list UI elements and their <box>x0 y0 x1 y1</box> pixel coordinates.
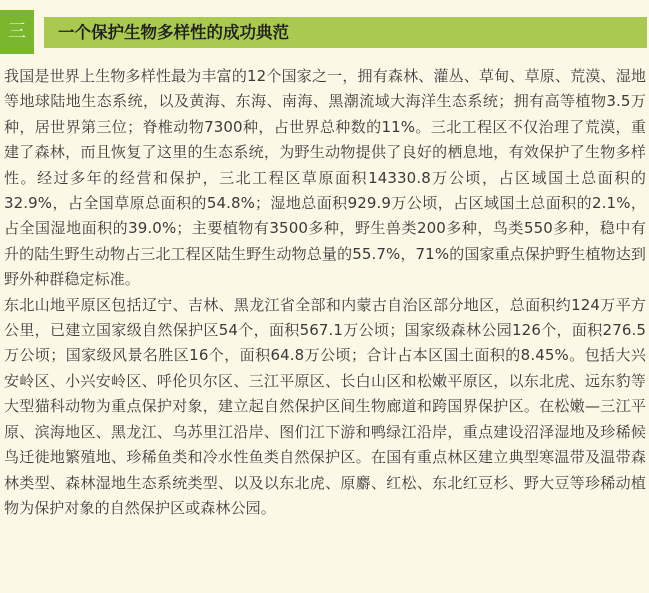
section-title: 一个保护生物多样性的成功典范 <box>58 23 289 42</box>
section-number-badge: 三 <box>0 10 34 54</box>
paragraph-northeast-region: 东北山地平原区包括辽宁、吉林、黑龙江省全部和内蒙古自治区部分地区，总面积约124万平方公里，已建立国家级自然保护区54个，面积567.1万公顷；国家级森林公园126个，面积276.5万公顷；国家级风景名胜区16个，面积64.8万公顷；合计占本区国土面积的8.45%。包括大兴安岭区、小兴安岭区、呼伦贝尔区、三江平原区、长白山区和松嫩平原区，以东北虎、远东豹等大型猫科动物为重点保护对象，建立起自然保护区间生物廊道和跨国界保护区。在松嫩—三江平原、滨海地区、黑龙江、乌苏里江沿岸、图们江下游和鸭绿江沿岸，重点建设沼泽湿地及珍稀候鸟迁徙地繁殖地、珍稀鱼类和冷水性鱼类自然保护区。在国有重点林区建立典型寒温带及温带森林类型、森林湿地生态系统类型、以及以东北虎、原麝、红松、东北红豆杉、野大豆等珍稀动植物为保护对象的自然保护区或森林公园。 <box>4 295 646 517</box>
section-title-bar <box>44 17 647 48</box>
article-body <box>4 64 646 521</box>
section-header <box>0 10 649 54</box>
paragraph-biodiversity-overview: 我国是世界上生物多样性最为丰富的12个国家之一，拥有森林、灌丛、草甸、草原、荒漠、湿地等地球陆地生态系统，以及黄海、东海、南海、黑潮流域大海洋生态系统；拥有高等植物3.5万种，居世界第三位；脊椎动物7300种，占世界总种数的11%。三北工程区不仅治理了荒漠，重建了森林，而且恢复了这里的生态系统，为野生动物提供了良好的栖息地，有效保护了生物多样性。经过多年的经营和保护，三北工程区草原面积14330.8万公顷，占区域国土总面积的32.9%，占全国草原总面积的54.8%；湿地总面积929.9万公顷，占区域国土总面积的2.1%，占全国湿地面积的39.0%；主要植物有3500多种，野生兽类200多种，鸟类550多种，稳中有升的陆生野生动物占三北工程区陆生野生动物总量的55.7%，71%的国家重点保护野生植物达到野外种群稳定标准。 <box>4 67 646 289</box>
